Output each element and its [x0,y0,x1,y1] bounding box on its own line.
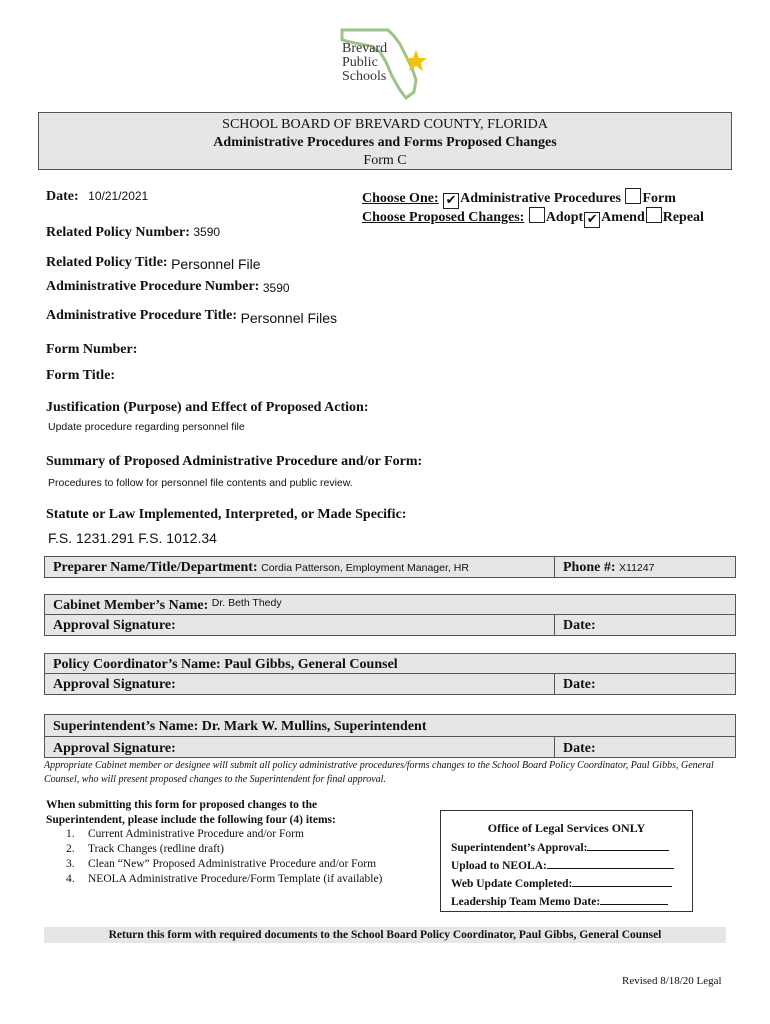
ap-title-value[interactable]: Personnel Files [240,310,338,326]
logo-line-2: Public [342,55,378,70]
option-adopt: Adopt [545,210,584,225]
preparer-value[interactable]: Cordia Patterson, Employment Manager, HR [261,562,469,574]
checkbox-form[interactable] [625,188,641,204]
date-row [46,189,148,205]
legal-box-title: Office of Legal Services ONLY [487,821,646,835]
ap-number-value[interactable]: 3590 [262,281,290,295]
list-item [66,842,382,857]
form-title-label: Form Title: [46,368,116,383]
choose-one-row [362,188,676,209]
legal-services-box [440,810,693,912]
checkbox-repeal[interactable] [646,207,662,223]
related-policy-number-value[interactable]: 3590 [193,225,221,239]
related-policy-title-value[interactable]: Personnel File [171,256,261,272]
option-repeal: Repeal [662,210,704,225]
cabinet-date-field[interactable]: Date: [563,618,596,633]
preparer-label: Preparer Name/Title/Department: [53,560,258,575]
option-form: Form [642,191,676,206]
checkbox-amend[interactable]: ✔ [584,212,600,228]
legal-line-upload-neola[interactable]: Upload to NEOLA: [451,856,692,874]
superintendent-signature-field[interactable]: Approval Signature: [45,737,555,757]
statute-label: Statute or Law Implemented, Interpreted, or Made Specific: [46,507,407,522]
statute-value[interactable]: F.S. 1231.291 F.S. 1012.34 [48,530,217,546]
logo [330,22,440,102]
checkbox-admin-procedures[interactable]: ✔ [443,193,459,209]
option-amend: Amend [601,210,645,225]
preparer-row [44,556,736,578]
option-admin-procedures: Administrative Procedures [460,191,621,206]
legal-line-superintendent-approval[interactable]: Superintendent’s Approval: [451,838,692,856]
coordinator-signature-field[interactable]: Approval Signature: [45,674,555,694]
list-item-text: Current Administrative Procedure and/or Form [88,828,304,840]
logo-line-3: Schools [342,69,387,84]
list-item-number: 4. [66,873,75,885]
form-number-label: Form Number: [46,342,138,357]
summary-label: Summary of Proposed Administrative Procedure and/or Form: [46,454,423,469]
submitting-list [66,827,382,887]
revised-footer: Revised 8/18/20 Legal [622,975,722,987]
ap-number-label: Administrative Procedure Number: [46,279,260,294]
list-item [66,872,382,887]
superintendent-date-field[interactable]: Date: [563,741,596,756]
related-policy-title-row [46,253,261,271]
header-line-2: Administrative Procedures and Forms Proposed Changes [213,135,557,150]
choose-one-label: Choose One: [362,191,439,206]
list-item-number: 3. [66,858,75,870]
related-policy-number-row [46,225,220,241]
list-item [66,857,382,872]
cabinet-value[interactable]: Dr. Beth Thedy [211,597,282,609]
date-value[interactable]: 10/21/2021 [88,189,149,203]
cabinet-signature-field[interactable]: Approval Signature: [45,615,555,635]
header-box [38,112,732,170]
list-item-text: Track Changes (redline draft) [88,843,224,855]
checkbox-adopt[interactable] [529,207,545,223]
coordinator-label: Policy Coordinator’s Name: Paul Gibbs, General Counsel [45,654,735,674]
list-item-text: Clean “New” Proposed Administrative Procedure and/or Form [88,858,377,870]
related-policy-title-label: Related Policy Title: [46,255,168,270]
choose-changes-label: Choose Proposed Changes: [362,210,525,225]
related-policy-number-label: Related Policy Number: [46,225,190,240]
header-line-1: SCHOOL BOARD OF BREVARD COUNTY, FLORIDA [222,117,548,132]
justification-label: Justification (Purpose) and Effect of Proposed Action: [46,400,369,415]
phone-label: Phone #: [563,560,616,575]
logo-line-1: Brevard [342,41,388,56]
cabinet-block [44,594,736,636]
legal-line-web-update[interactable]: Web Update Completed: [451,874,692,892]
submitting-intro-line-2: Superintendent, please include the following four (4) items: [46,814,336,826]
ap-number-row [46,279,290,295]
cabinet-label: Cabinet Member’s Name: [53,598,209,613]
submitting-intro-line-1: When submitting this form for proposed changes to the [46,799,318,811]
approval-note: Appropriate Cabinet member or designee will submit all policy administrative procedures/forms changes to the School Board Policy Coordinator, Paul Gibbs, General Counsel, who will present proposed changes to the Superintendent for final approval. [44,760,714,785]
date-label: Date: [46,189,79,204]
list-item-text: NEOLA Administrative Procedure/Form Template (if available) [88,873,383,885]
superintendent-block [44,714,736,758]
return-note: Return this form with required documents to the School Board Policy Coordinator, Paul Gibbs, General Counsel [44,927,726,943]
ap-title-row [46,306,337,324]
coordinator-date-field[interactable]: Date: [563,677,596,692]
coordinator-block [44,653,736,695]
superintendent-label: Superintendent’s Name: Dr. Mark W. Mullins, Superintendent [45,715,735,737]
ap-title-label: Administrative Procedure Title: [46,308,238,323]
list-item-number: 1. [66,828,75,840]
legal-line-leadership-memo[interactable]: Leadership Team Memo Date: [451,892,692,910]
submitting-intro [46,798,336,828]
header-line-3: Form C [363,153,407,168]
choose-changes-row [362,207,704,228]
list-item [66,827,382,842]
phone-value[interactable]: X11247 [619,562,655,574]
list-item-number: 2. [66,843,75,855]
summary-value[interactable]: Procedures to follow for personnel file contents and public review. [48,477,353,489]
justification-value[interactable]: Update procedure regarding personnel file [48,421,245,433]
